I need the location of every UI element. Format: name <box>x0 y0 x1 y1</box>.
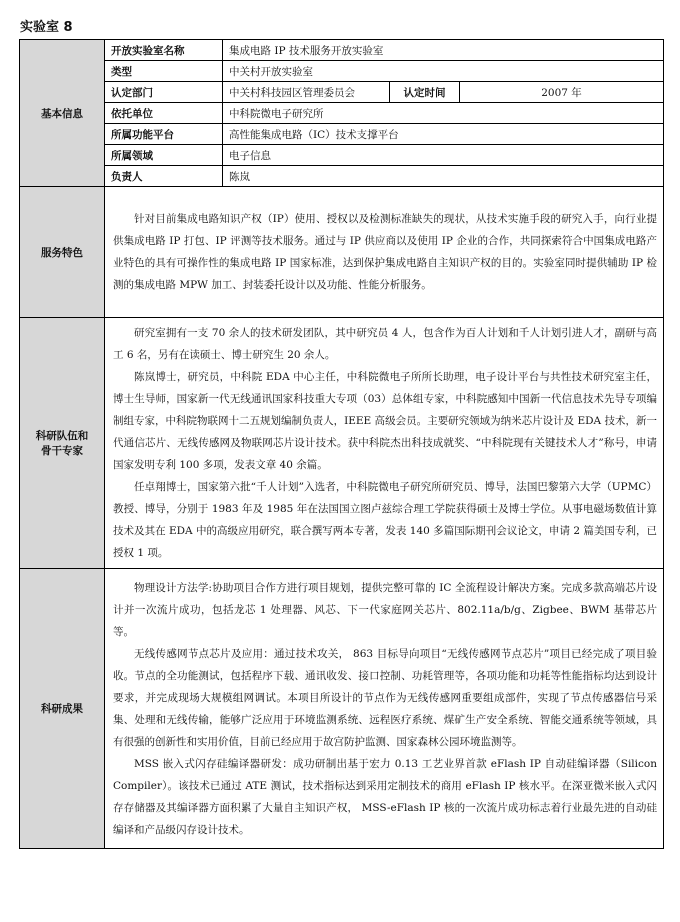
field-label-date: 认定时间 <box>390 82 460 103</box>
lab-info-table <box>19 39 664 849</box>
team-content <box>105 318 664 569</box>
page-title: 实验室 8 <box>20 20 73 35</box>
section-basic-label: 基本信息 <box>20 40 105 187</box>
section-results-label: 科研成果 <box>20 569 105 849</box>
field-label: 开放实验室名称 <box>105 40 223 61</box>
basic-row-type <box>20 61 664 82</box>
results-paragraph: 物理设计方法学:协助项目合作方进行项目规划，提供完整可靠的 IC 全流程设计解决方案。完成多款高端芯片设计并一次流片成功，包括龙芯 1 处理器、风芯、下一代家庭网关芯片、802.11a/b/g、Zigbee、BWM 基带芯片等。 <box>113 581 657 638</box>
basic-row-field <box>20 145 664 166</box>
field-label: 所属领域 <box>105 145 223 166</box>
field-label: 认定部门 <box>105 82 223 103</box>
team-paragraph: 研究室拥有一支 70 余人的技术研发团队，其中研究员 4 人，包含作为百人计划和千人计划引进人才，副研与高工 6 名，另有在读硕士、博士研究生 20 余人。 <box>113 327 657 361</box>
basic-row-name <box>20 40 664 61</box>
field-label: 所属功能平台 <box>105 124 223 145</box>
basic-row-platform <box>20 124 664 145</box>
service-row <box>20 187 664 318</box>
field-value: 陈岚 <box>223 166 664 187</box>
results-paragraph: MSS 嵌入式闪存硅编译器研发：成功研制出基于宏力 0.13 工艺业界首款 eFlash IP 自动硅编译器（Silicon Compiler）。该技术已通过 ATE 测试，技术指标达到采用定制技术的商用 eFlash IP 核水平。在深亚微米嵌入式闪存存储器及其编译器方面积累了大量自主知识产权， MSS-eFlash IP 核的一次流片成功标志着行业最先进的自动硅编译和产品级闪存设计技术。 <box>113 757 657 836</box>
section-team-label-line2: 骨干专家 <box>41 445 83 457</box>
field-label: 类型 <box>105 61 223 82</box>
field-value-date: 2007 年 <box>460 82 664 103</box>
field-value: 中科院微电子研究所 <box>223 103 664 124</box>
section-team-label <box>20 318 105 569</box>
field-value: 中关村开放实验室 <box>223 61 664 82</box>
results-content <box>105 569 664 849</box>
field-value: 高性能集成电路（IC）技术支撑平台 <box>223 124 664 145</box>
field-value: 中关村科技园区管理委员会 <box>223 82 390 103</box>
basic-row-leader <box>20 166 664 187</box>
results-row <box>20 569 664 849</box>
team-row <box>20 318 664 569</box>
field-label: 依托单位 <box>105 103 223 124</box>
service-paragraph: 针对目前集成电路知识产权（IP）使用、授权以及检测标准缺失的现状，从技术实施手段的研究入手，向行业提供集成电路 IP 打包、IP 评测等技术服务。通过与 IP 供应商以及使用 IP 企业的合作，共同探索符合中国集成电路产业特色的具有可操作性的集成电路 IP 国家标准，达到保护集成电路自主知识产权的目的。实验室同时提供辅助 IP 检测的集成电路 MPW 加工、封装委托设计以及功能、性能分析服务。 <box>113 213 657 291</box>
field-value: 电子信息 <box>223 145 664 166</box>
section-service-label: 服务特色 <box>20 187 105 318</box>
basic-row-unit <box>20 103 664 124</box>
field-value: 集成电路 IP 技术服务开放实验室 <box>223 40 664 61</box>
section-team-label-line1: 科研队伍和 <box>35 430 89 442</box>
team-paragraph: 陈岚博士，研究员，中科院 EDA 中心主任，中科院微电子所所长助理，电子设计平台与共性技术研究室主任，博士生导师，国家新一代无线通讯国家科技重大专项（03）总体组专家，中科院感知中国新一代信息技术先导专项编制组专家，中科院物联网十二五规划编制负责人，IEEE 高级会员。主要研究领域为纳米芯片设计及 EDA 技术，新一代通信芯片、无线传感网及物联网芯片设计技术。获中科院杰出科技成就奖、“中科院现有关键技术人才”称号，申请国家发明专利 100 多项，发表文章 40 余篇。 <box>113 371 657 471</box>
service-content <box>105 187 664 318</box>
basic-row-dept <box>20 82 664 103</box>
results-paragraph: 无线传感网节点芯片及应用：通过技术攻关， 863 目标导向项目“无线传感网节点芯片”项目已经完成了项目验收。节点的全功能测试，包括程序下载、通讯收发、接口控制、功耗管理等，各项功能和功耗等性能指标均达到设计要求，并完成现场大规模组网调试。本项目所设计的节点作为无线传感网重要组成部件，实现了节点传感器信号采集、处理和无线传输，能够广泛应用于环境监测系统、远程医疗系统、煤矿生产安全系统、智能交通系统等领域，具有很强的创新性和实用价值，目前已经应用于故宫防护监测、国家森林公园环境监测等。 <box>113 647 657 748</box>
field-label: 负责人 <box>105 166 223 187</box>
team-paragraph: 任卓翔博士，国家第六批“千人计划”入选者，中科院微电子研究所研究员、博导，法国巴黎第六大学（UPMC）教授、博导，分别于 1983 年及 1985 年在法国国立图卢兹综合理工学院获得硕士及博士学位。从事电磁场数值计算技术及其在 EDA 中的高级应用研究，联合撰写两本专著，发表 140 多篇国际期刊会议论文，申请 2 篇美国专利，已授权 1 项。 <box>113 481 657 559</box>
